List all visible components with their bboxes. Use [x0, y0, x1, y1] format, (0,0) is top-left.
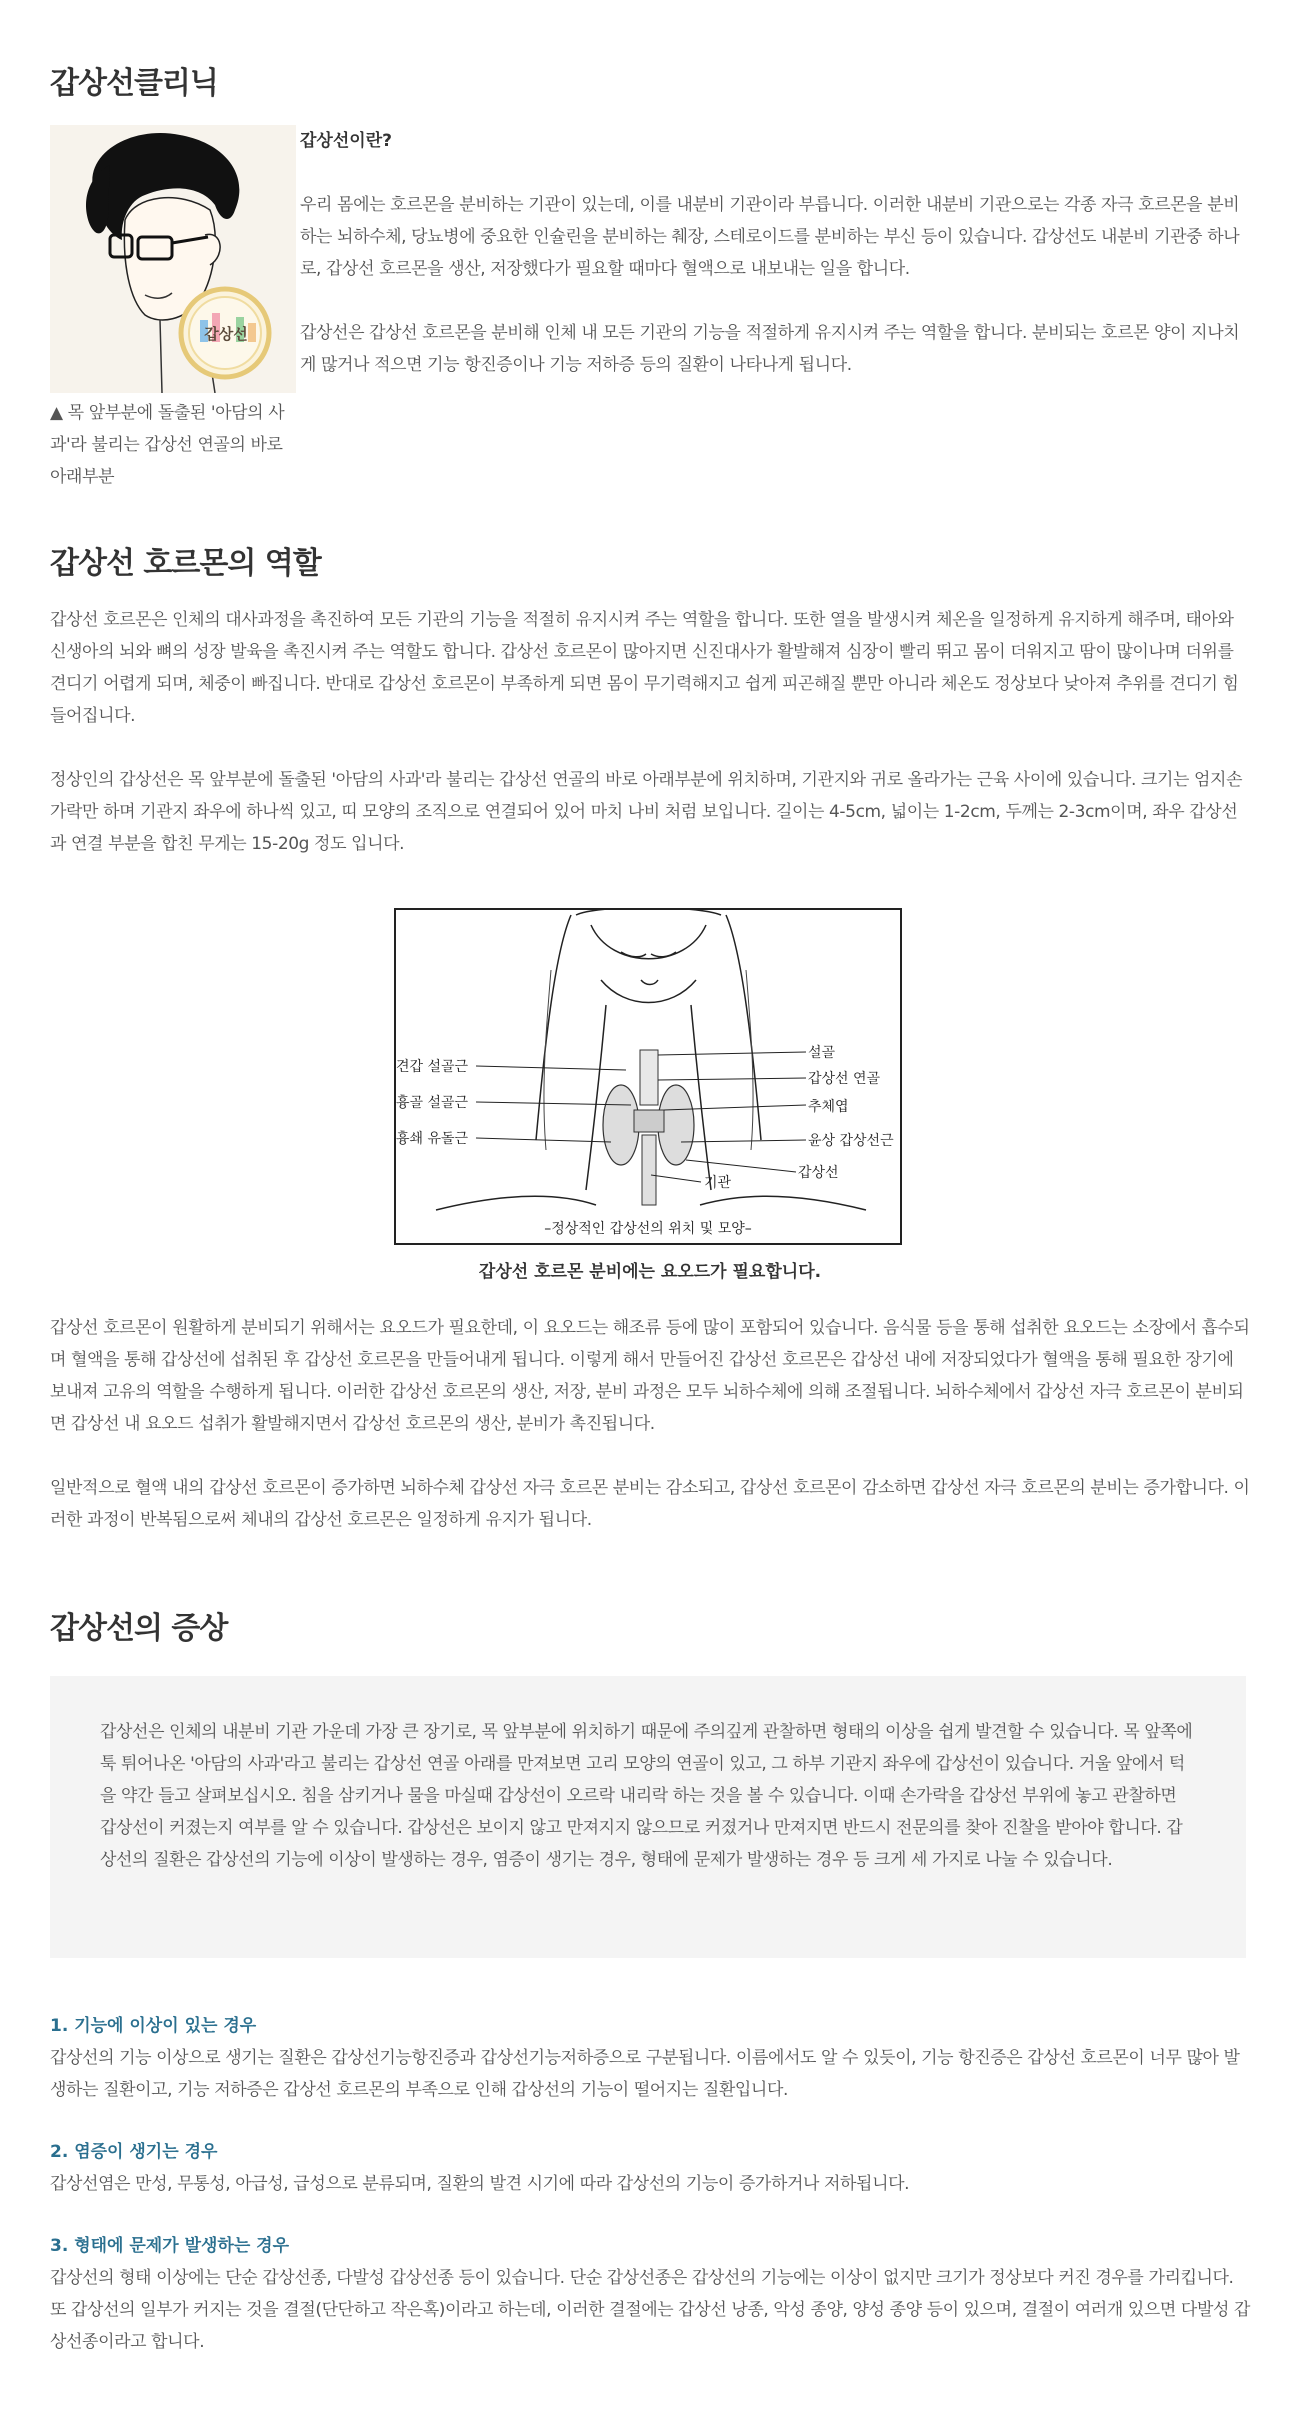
thyroid-anatomy-figure [394, 908, 902, 1245]
symptom-types [50, 2010, 1250, 2358]
iodine-paragraph: 갑상선 호르몬이 원활하게 분비되기 위해서는 요오드가 필요한데, 이 요오드는 해조류 등에 많이 포함되어 있습니다. 음식물 등을 통해 섭취한 요오드는 소장에서 흡수되며 혈액을 통해 갑상선에 섭취된 후 갑상선 호르몬을 만들어내게 됩니다. 이렇게 해서 만들어진 갑상선 호르몬은 갑상선 내에 저장되었다가 혈액을 통해 필요한 장기에 보내져 고유의 역할을 수행하게 됩니다. 이러한 갑상선 호르몬의 생산, 저장, 분비 과정은 모두 뇌하수체에 의해 조절됩니다. 뇌하수체에서 갑상선 자극 호르몬이 분비되면 갑상선 내 요오드 섭취가 활발해지면서 갑상선 호르몬의 생산, 분비가 촉진됩니다. [50, 1318, 1250, 1434]
section-title-role: 갑상선 호르몬의 역할 [50, 546, 321, 581]
role-paragraph: 갑상선 호르몬은 인체의 대사과정을 촉진하여 모든 기관의 기능을 적절히 유지시켜 주는 역할을 합니다. 또한 열을 발생시켜 체온을 일정하게 유지하게 해주며, 태아와 신생아의 뇌와 뼈의 성장 발육을 촉진시켜 주는 역할도 합니다. 갑상선 호르몬이 많아지면 신진대사가 활발해져 심장이 빨리 뛰고 몸이 더워지고 땀이 많이나며 더위를 견디기 어렵게 되며, 체중이 빠집니다. 반대로 갑상선 호르몬이 부족하게 되면 몸이 무기력해지고 쉽게 피곤해질 뿐만 아니라 체온도 정상보다 낮아져 추위를 견디기 힘들어집니다. [50, 610, 1239, 726]
man-with-glasses-illustration [50, 125, 296, 393]
symptom-summary-box [50, 1676, 1246, 1958]
figure-label-right: 설골 [808, 1045, 836, 1061]
figure-label-left: 견갑 설골근 [396, 1059, 469, 1075]
figure-label-right: 갑상선 연골 [808, 1071, 881, 1087]
figure-label-left: 흉쇄 유돌근 [396, 1131, 469, 1147]
symptom-type-title: 2. 염증이 생기는 경우 [50, 2142, 218, 2162]
iodine-paragraph: 일반적으로 혈액 내의 갑상선 호르몬이 증가하면 뇌하수체 갑상선 자극 호르몬 분비는 감소되고, 갑상선 호르몬이 감소하면 갑상선 자극 호르몬의 분비는 증가합니다. 이러한 과정이 반복됨으로써 체내의 갑상선 호르몬은 일정하게 유지가 됩니다. [50, 1478, 1250, 1530]
section-title-symptom: 갑상선의 증상 [50, 1611, 228, 1646]
symptom-type-text: 갑상선의 형태 이상에는 단순 갑상선종, 다발성 갑상선종 등이 있습니다. 단순 갑상선종은 갑상선의 기능에는 이상이 없지만 크기가 정상보다 커진 경우를 가리킵니다. 또 갑상선의 일부가 커지는 것을 결절(단단하고 작은혹)이라고 하는데, 이러한 결절에는 갑상선 낭종, 악성 종양, 양성 종양 등이 있으며, 결절이 여러개 있으면 다발성 갑상선종이라고 합니다. [50, 2268, 1251, 2352]
symptom-type-item [50, 2010, 1250, 2106]
figure-label-right: 갑상선 [798, 1165, 839, 1181]
intro-figure-caption: ▲ 목 앞부분에 돌출된 '아담의 사과'라 불리는 갑상선 연골의 바로 아래부분 [50, 403, 285, 487]
intro-paragraph: 갑상선은 갑상선 호르몬을 분비해 인체 내 모든 기관의 기능을 적절하게 유지시켜 주는 역할을 합니다. 분비되는 호르몬 양이 지나치게 많거나 적으면 기능 항진증이나 기능 저하증 등의 질환이 나타나게 됩니다. [300, 323, 1240, 375]
symptom-type-title: 3. 형태에 문제가 발생하는 경우 [50, 2236, 290, 2256]
avatar [50, 125, 296, 393]
role-text [50, 604, 1250, 860]
role-paragraph: 정상인의 갑상선은 목 앞부분에 돌출된 '아담의 사과'라 불리는 갑상선 연골의 바로 아래부분에 위치하며, 기관지와 귀로 올라가는 근육 사이에 있습니다. 크기는 엄지손가락만 하며 기관지 좌우에 하나씩 있고, 띠 모양의 조직으로 연결되어 있어 마치 나비 처럼 보입니다. 길이는 4-5cm, 넓이는 1-2cm, 두께는 2-3cm이며, 좌우 갑상선과 연결 부분을 합친 무게는 15-20g 정도 입니다. [50, 770, 1243, 854]
symptom-type-item [50, 2230, 1250, 2358]
symptom-type-text: 갑상선염은 만성, 무통성, 아급성, 급성으로 분류되며, 질환의 발견 시기에 따라 갑상선의 기능이 증가하거나 저하됩니다. [50, 2174, 910, 2194]
symptom-type-item [50, 2136, 1250, 2200]
figure-label-left: 흉골 설골근 [396, 1095, 469, 1111]
intro-paragraph: 우리 몸에는 호르몬을 분비하는 기관이 있는데, 이를 내분비 기관이라 부릅니다. 이러한 내분비 기관으로는 각종 자극 호르몬을 분비하는 뇌하수체, 당뇨병에 중요한 인슐린을 분비하는 췌장, 스테로이드를 분비하는 부신 등이 있습니다. 갑상선도 내분비 기관중 하나로, 갑상선 호르몬을 생산, 저장했다가 필요할 때마다 혈액으로 내보내는 일을 합니다. [300, 195, 1240, 279]
intro-figure [50, 125, 296, 493]
symptom-summary-text: 갑상선은 인체의 내분비 기관 가운데 가장 큰 장기로, 목 앞부분에 위치하기 때문에 주의깊게 관찰하면 형태의 이상을 쉽게 발견할 수 있습니다. 목 앞쪽에 툭 튀어나온 '아담의 사과'라고 불리는 갑상선 연골 아래를 만져보면 고리 모양의 연골이 있고, 그 하부 기관지 좌우에 갑상선이 있습니다. 거울 앞에서 턱을 약간 들고 살펴보십시오. 침을 삼키거나 물을 마실때 갑상선이 오르락 내리락 하는 것을 볼 수 있습니다. 이때 손가락을 갑상선 부위에 놓고 관찰하면 갑상선이 커졌는지 여부를 알 수 있습니다. 갑상선은 보이지 않고 만져지지 않으므로 커졌거나 만져지면 반드시 전문의를 찾아 진찰을 받아야 합니다. 갑상선의 질환은 갑상선의 기능에 이상이 발생하는 경우, 염증이 생기는 경우, 형태에 문제가 발생하는 경우 등 크게 세 가지로 나눌 수 있습니다. [100, 1722, 1193, 1870]
iodine-text [50, 1312, 1250, 1536]
figure-label-bottom: 기관 [704, 1175, 732, 1191]
figure-label-right: 추체엽 [808, 1099, 849, 1115]
figure-caption: 갑상선 호르몬 분비에는 요오드가 필요합니다. [478, 1262, 822, 1282]
avatar-badge-text: 갑상선 [204, 325, 248, 343]
symptom-type-text: 갑상선의 기능 이상으로 생기는 질환은 갑상선기능항진증과 갑상선기능저하증으로 구분됩니다. 이름에서도 알 수 있듯이, 기능 항진증은 갑상선 호르몬이 너무 많아 발생하는 질환이고, 기능 저하증은 갑상선 호르몬의 부족으로 인해 갑상선의 기능이 떨어지는 질환입니다. [50, 2048, 1240, 2100]
figure-label-right: 윤상 갑상선근 [808, 1133, 894, 1149]
figure-inner-caption: –정상적인 갑상선의 위치 및 모양– [544, 1221, 752, 1237]
intro-question: 갑상선이란? [300, 131, 392, 151]
intro-text [300, 125, 1250, 381]
page-title: 갑상선클리닉 [50, 66, 218, 101]
symptom-type-title: 1. 기능에 이상이 있는 경우 [50, 2016, 257, 2036]
